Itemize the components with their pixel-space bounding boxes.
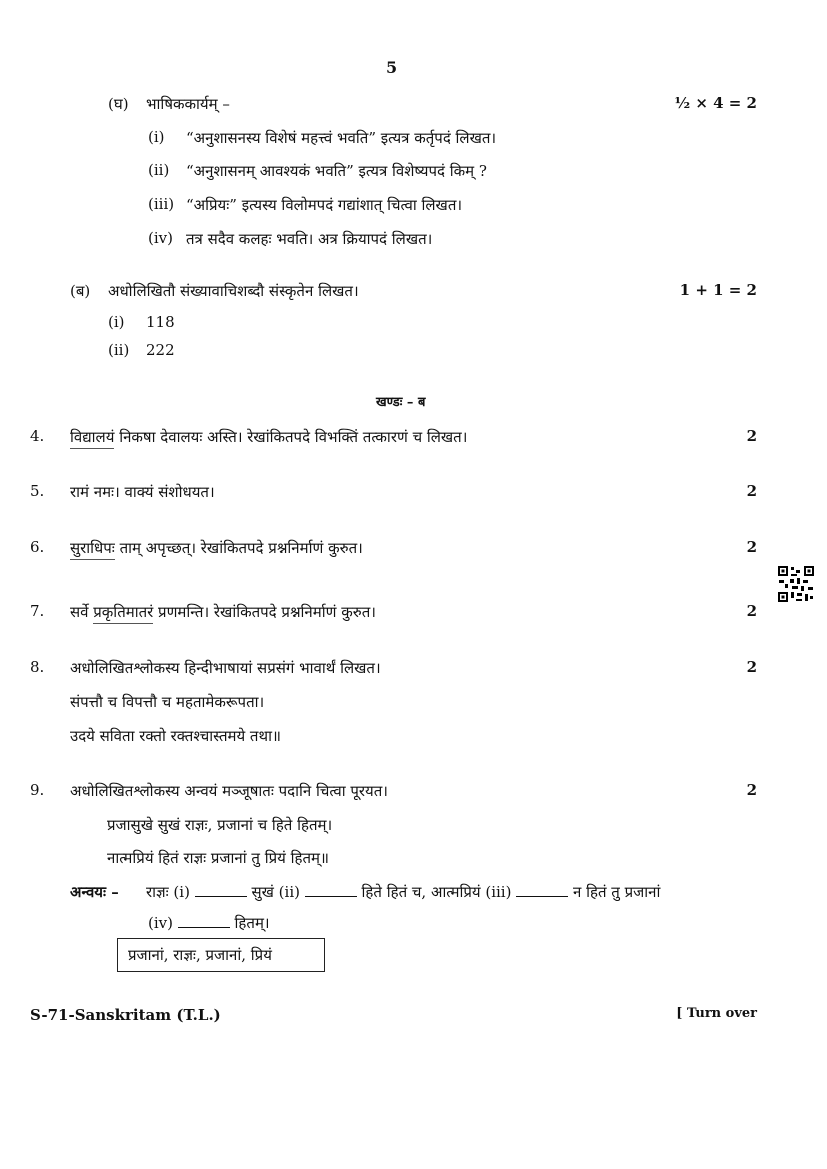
word-box — [117, 938, 325, 972]
underlined-word: विद्यालयं — [70, 428, 114, 449]
question-body: निकषा देवालयः अस्ति। रेखांकितपदे विभक्तिं तत्कारणं च लिखत। — [114, 428, 468, 446]
gha-item-text: “अनुशासनम् आवश्यकं भवति” इत्यत्र विशेष्यपदं किम् ? — [186, 162, 487, 180]
question-text — [70, 602, 376, 622]
question-number: 7. — [30, 602, 45, 620]
anvaya-part: सुखं (ii) — [251, 883, 300, 901]
anvaya-label: अन्वयः – — [70, 883, 119, 901]
question-marks: 2 — [746, 602, 757, 620]
ba-label: (ब) — [70, 282, 91, 300]
question-text — [70, 427, 467, 447]
gha-item-text: “अनुशासनस्य विशेषं महत्त्वं भवति” इत्यत्र कर्तृपदं लिखत। — [186, 129, 497, 147]
anvaya-part: हितम्। — [234, 914, 270, 932]
footer-code: S-71-Sanskritam (T.L.) — [30, 1006, 221, 1024]
gha-item-num: (ii) — [148, 161, 170, 179]
gha-title: भाषिककार्यम् – — [146, 95, 230, 113]
qr-code-icon — [777, 565, 815, 603]
anvaya-line — [146, 882, 660, 902]
gha-item-text: “अप्रियः” इत्यस्य विलोमपदं गद्यांशात् चित्वा लिखत। — [186, 196, 463, 214]
question-text: अधोलिखितश्लोकस्य अन्वयं मञ्जूषातः पदानि चित्वा पूरयत। — [70, 782, 388, 800]
shloka-line: संपत्तौ च विपत्तौ च महतामेकरूपता। — [70, 693, 265, 711]
ba-item-text: 118 — [146, 313, 175, 331]
question-number: 5. — [30, 482, 45, 500]
blank-field-iv[interactable] — [178, 915, 230, 928]
underlined-word: सुराधिपः — [70, 539, 115, 560]
gha-item-text: तत्र सदैव कलहः भवति। अत्र क्रियापदं लिखत। — [186, 230, 433, 248]
question-text: रामं नमः। वाक्यं संशोधयत। — [70, 483, 215, 501]
turn-over-label: [ Turn over — [676, 1006, 757, 1021]
blank-field-ii[interactable] — [305, 884, 357, 897]
page-number: 5 — [386, 58, 398, 77]
question-marks: 2 — [746, 658, 757, 676]
gha-marks: ½ × 4 = 2 — [674, 94, 757, 112]
section-title: खण्डः – ब — [376, 395, 426, 410]
ba-item-text: 222 — [146, 341, 175, 359]
question-number: 6. — [30, 538, 45, 556]
blank-field-i[interactable] — [195, 884, 247, 897]
shloka-line: प्रजासुखे सुखं राज्ञः, प्रजानां च हिते हितम्। — [107, 816, 333, 834]
anvaya-part: न हितं तु प्रजानां — [573, 883, 661, 901]
question-text: अधोलिखितश्लोकस्य हिन्दीभाषायां सप्रसंगं भावार्थं लिखत। — [70, 659, 381, 677]
question-body: प्रणमन्ति। रेखांकितपदे प्रश्ननिर्माणं कुरुत। — [153, 603, 376, 621]
gha-item-num: (i) — [148, 128, 165, 146]
question-marks: 2 — [746, 482, 757, 500]
question-marks: 2 — [746, 427, 757, 445]
anvaya-part: (iv) — [148, 914, 173, 932]
question-number: 9. — [30, 781, 45, 799]
question-number: 8. — [30, 658, 45, 676]
question-number: 4. — [30, 427, 45, 445]
ba-marks: 1 + 1 = 2 — [679, 281, 757, 299]
anvaya-part: हिते हितं च, आत्मप्रियं (iii) — [361, 883, 512, 901]
ba-item-num: (i) — [108, 313, 125, 331]
question-prefix: सर्वे — [70, 603, 94, 621]
gha-item-num: (iii) — [148, 195, 175, 213]
gha-label: (घ) — [108, 95, 129, 113]
gha-item-num: (iv) — [148, 229, 173, 247]
blank-field-iii[interactable] — [516, 884, 568, 897]
anvaya-part: राज्ञः (i) — [146, 883, 190, 901]
question-marks: 2 — [746, 781, 757, 799]
ba-item-num: (ii) — [108, 341, 130, 359]
shloka-line: नात्मप्रियं हितं राज्ञः प्रजानां तु प्रियं हितम्॥ — [107, 849, 329, 867]
word-box-text: प्रजानां, राज्ञः, प्रजानां, प्रियं — [128, 946, 272, 964]
shloka-line: उदये सविता रक्तो रक्तश्चास्तमये तथा॥ — [70, 727, 281, 745]
ba-title: अधोलिखितौ संख्यावाचिशब्दौ संस्कृतेन लिखत। — [108, 282, 359, 300]
anvaya-line-2 — [148, 913, 270, 933]
question-text — [70, 538, 363, 558]
question-body: ताम् अपृच्छत्। रेखांकितपदे प्रश्ननिर्माणं कुरुत। — [114, 539, 363, 557]
underlined-word: प्रकृतिमातरं — [93, 603, 153, 624]
question-marks: 2 — [746, 538, 757, 556]
